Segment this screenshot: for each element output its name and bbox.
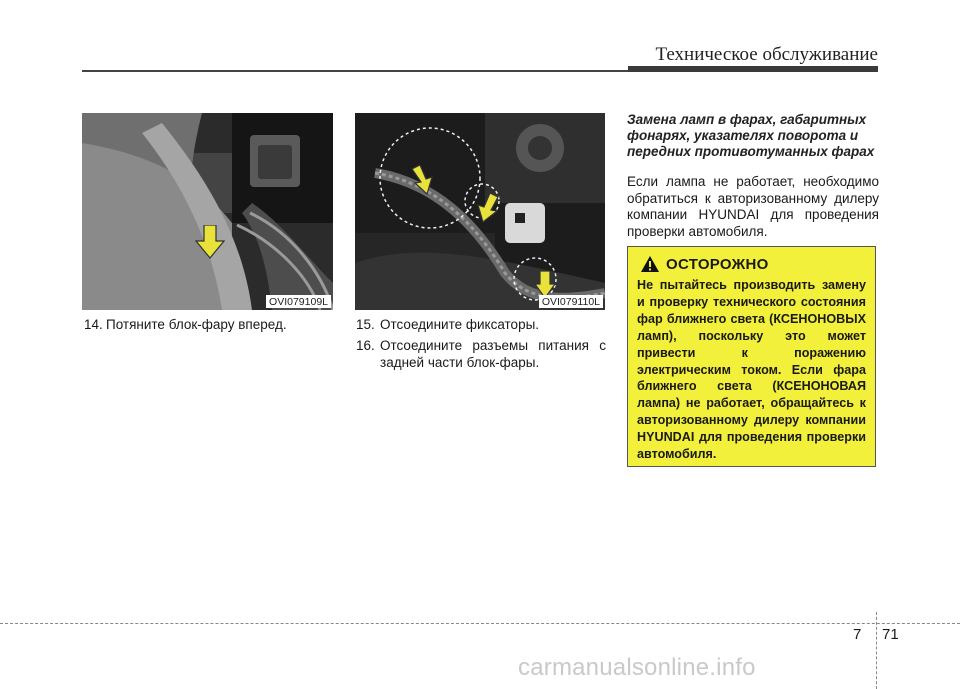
footer-divider	[876, 612, 877, 689]
arrow-down-right-icon	[410, 165, 434, 195]
step-list	[356, 316, 606, 375]
step-number: 14.	[84, 317, 103, 332]
warning-triangle-icon	[640, 255, 660, 273]
warning-box	[627, 246, 876, 467]
figure-code: OVI079110L	[539, 295, 603, 308]
watermark: carmanualsonline.info	[518, 654, 756, 681]
step-text: Отсоедините фиксаторы.	[380, 317, 540, 332]
step-16	[356, 337, 606, 371]
section-body: Если лампа не работает, необходимо обратиться к авторизованному дилеру компании HYUNDAI для проведения проверки автомобиля.	[627, 174, 879, 239]
arrow-down-icon	[195, 225, 225, 259]
arrow-down-left-icon	[476, 193, 500, 223]
chapter-number: 7	[853, 626, 862, 643]
step-text: Потяните блок-фару вперед.	[106, 317, 287, 332]
page-header-title: Техническое обслуживание	[655, 44, 878, 65]
step-15	[356, 316, 606, 333]
page-number: 71	[882, 626, 899, 643]
figure-headlamp-front	[82, 113, 333, 310]
step-number: 16.	[356, 338, 375, 353]
step-number: 15.	[356, 317, 375, 332]
section-heading: Замена ламп в фарах, габаритных фонарях, указателях поворота и передних противотуманных фарах	[627, 112, 875, 159]
header-bar	[628, 66, 878, 72]
step-text: Отсоедините разъемы питания с задней части блок-фары.	[380, 338, 606, 370]
step-14	[84, 316, 287, 333]
figure-code: OVI079109L	[266, 295, 331, 308]
warning-text: Не пытайтесь производить замену и проверку технического состояния фар ближнего света (КСЕНОНОВЫХ ламп), поскольку это может привести к поражению электрическим током. Если фара ближнего света (КСЕНОНОВАЯ лампа) не работает, обращайтесь к авторизованному дилеру компании HYUNDAI для проведения проверки автомобиля.	[637, 278, 866, 462]
footer-rule	[0, 623, 960, 624]
header-rule	[82, 70, 628, 72]
figure-headlamp-rear	[355, 113, 605, 310]
warning-title: ОСТОРОЖНО	[666, 255, 769, 273]
warning-header	[637, 255, 866, 273]
